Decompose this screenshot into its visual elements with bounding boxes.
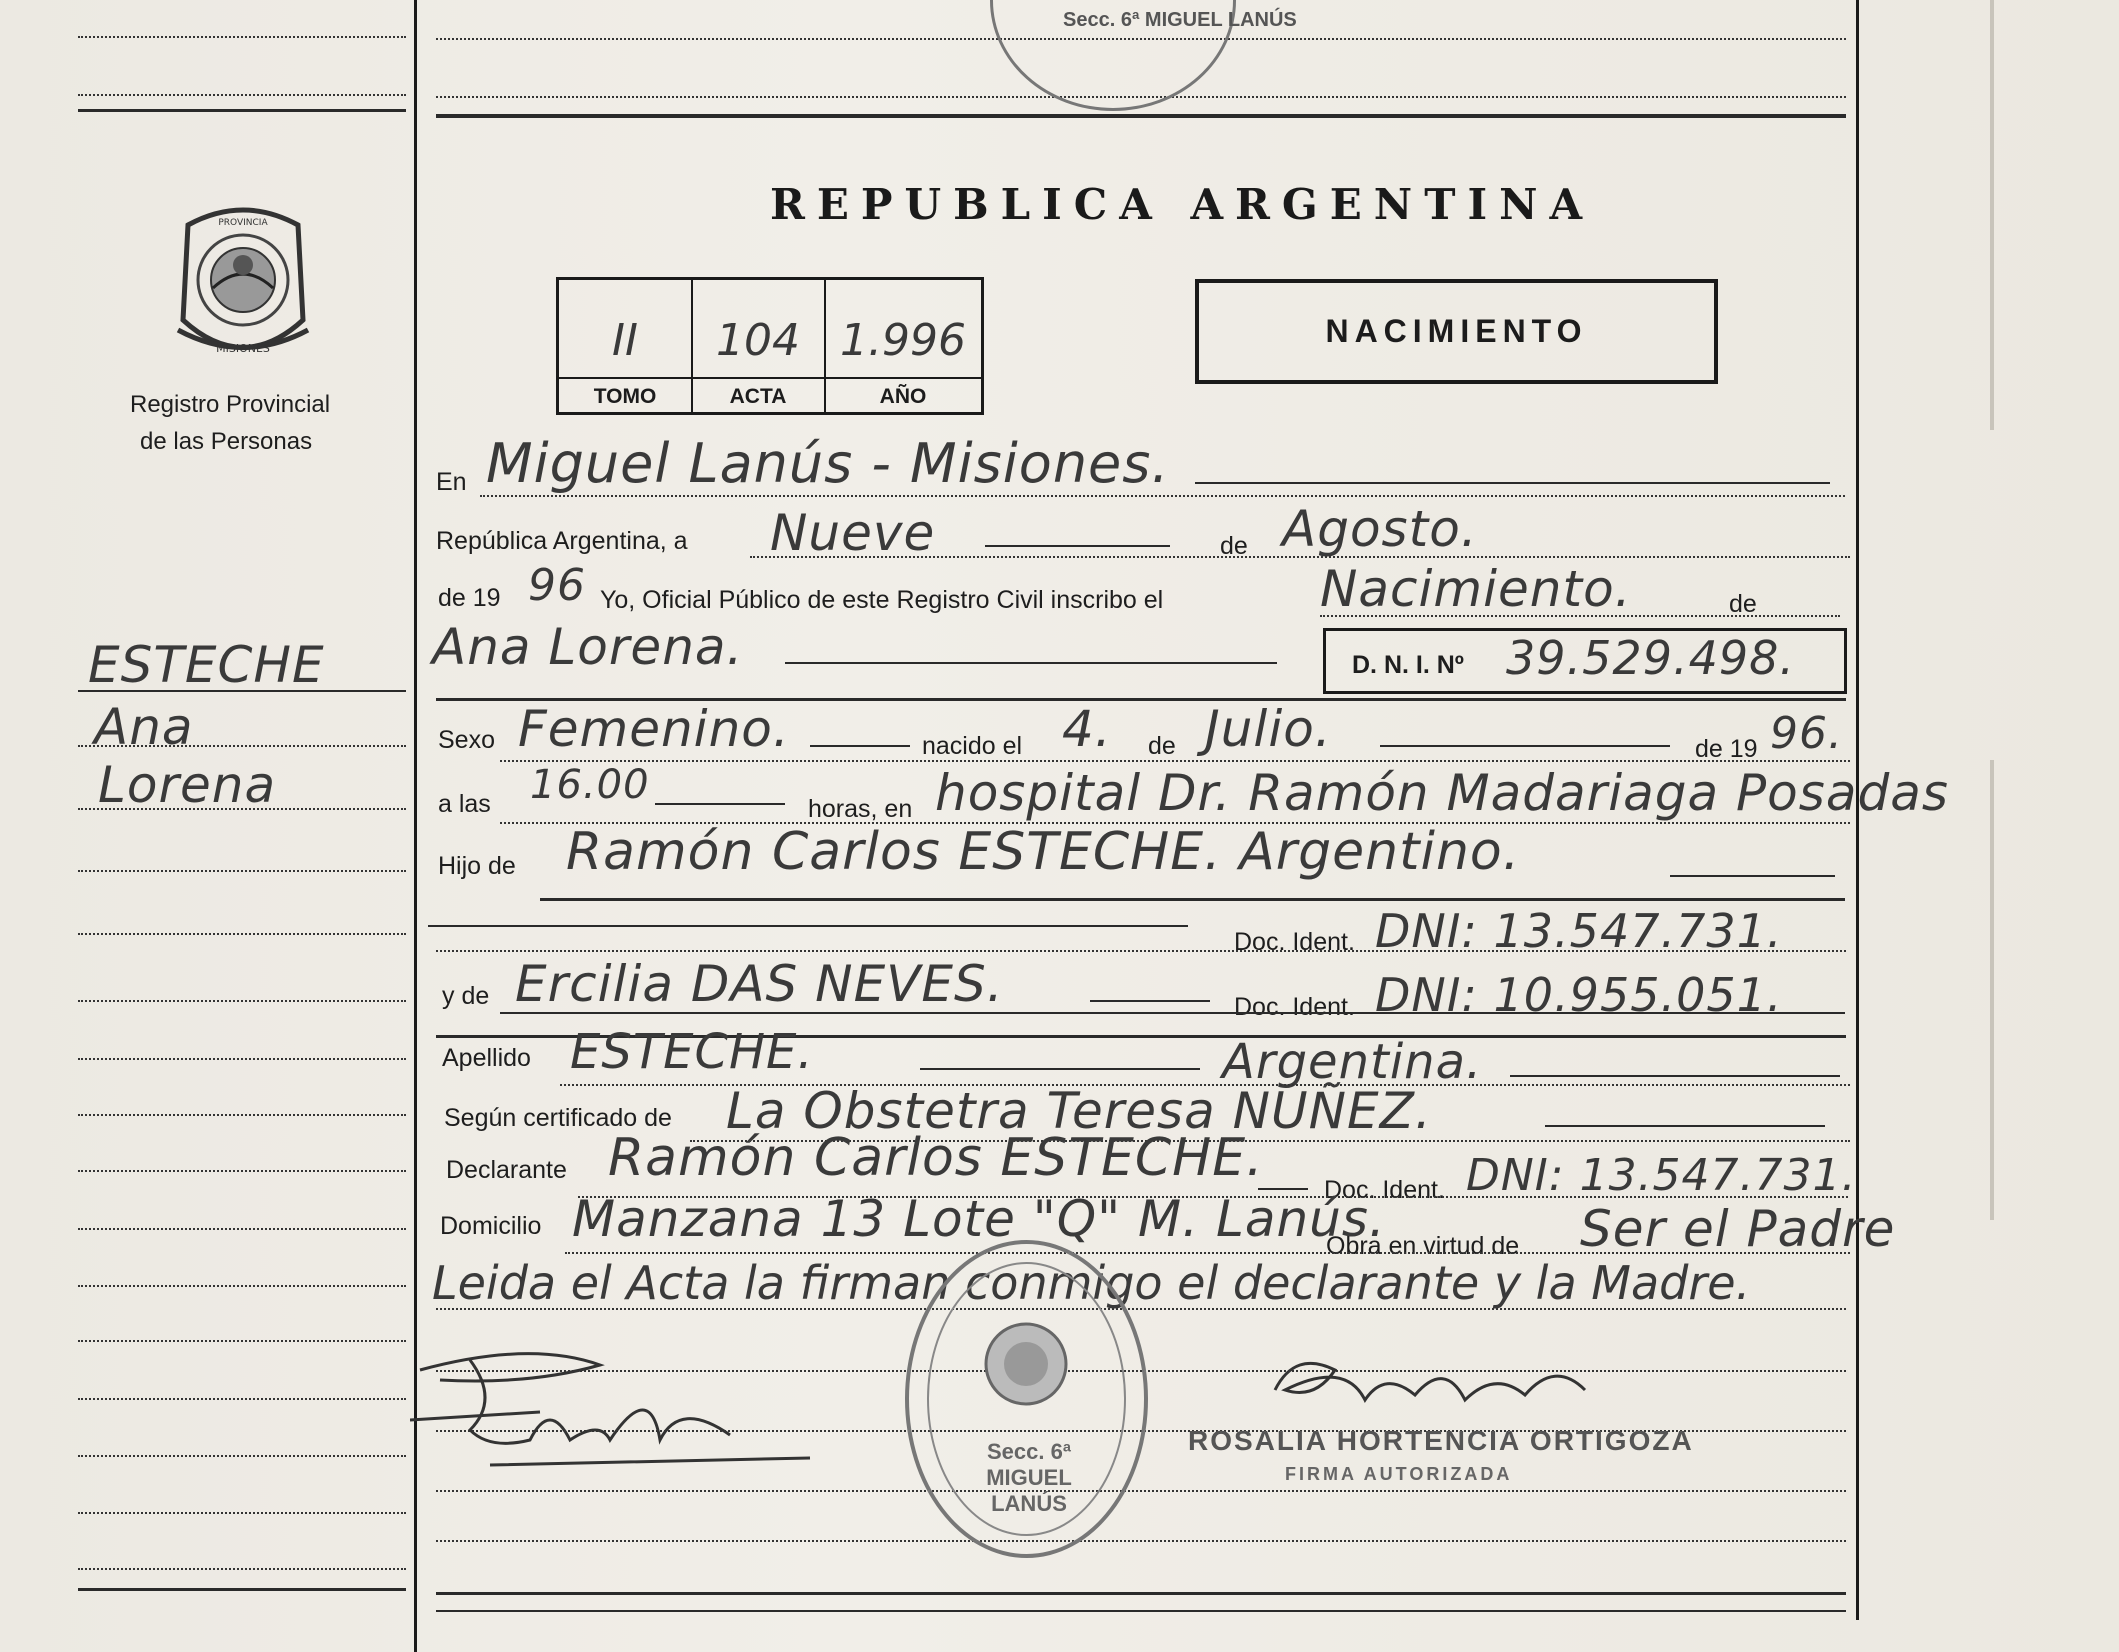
- bottom-divider: [436, 1592, 1846, 1595]
- margin-line: [78, 690, 406, 692]
- republica-label: República Argentina, a: [436, 527, 688, 555]
- fill-line: [1545, 1125, 1825, 1127]
- obra-label: Obra en virtud de: [1326, 1232, 1520, 1260]
- record-type-box: NACIMIENTO: [1195, 279, 1718, 384]
- madre-value: Ercilia DAS NEVES.: [515, 955, 1004, 1013]
- tomo-cell: [559, 280, 693, 412]
- register-box: [556, 277, 984, 415]
- ano-label: AÑO: [825, 377, 981, 409]
- segun-label: Según certificado de: [444, 1104, 672, 1132]
- oficial-text: Yo, Oficial Público de este Registro Civil inscribo el: [600, 586, 1164, 614]
- bottom-line: [436, 1610, 1846, 1612]
- form-line: [436, 950, 1846, 952]
- apellido-value: ESTECHE.: [570, 1024, 814, 1080]
- fill-line: [1090, 1000, 1210, 1002]
- horas-label: horas, en: [808, 795, 913, 823]
- declarante-doc-value: DNI: 13.547.731.: [1466, 1150, 1857, 1201]
- en-label: En: [436, 468, 467, 496]
- page-edge: [1990, 0, 1994, 430]
- fill-line: [1195, 482, 1830, 484]
- fill-line: [500, 1012, 1845, 1014]
- margin-first-name: Ana: [94, 698, 194, 756]
- margin-dotted-line: [78, 1398, 406, 1400]
- header-divider: [436, 114, 1846, 118]
- leida-text: Leida el Acta la firman conmigo el declarante y la Madre.: [432, 1256, 1751, 1310]
- registry-name-line2: de las Personas: [140, 428, 313, 455]
- margin-dotted-line: [78, 1455, 406, 1457]
- margin-dotted-line: [78, 1058, 406, 1060]
- margin-surname: ESTECHE: [88, 636, 325, 694]
- form-line: [436, 1490, 1846, 1492]
- doc-ident-label-3: Doc. Ident.: [1324, 1176, 1445, 1204]
- form-line: [750, 556, 1850, 558]
- sexo-label: Sexo: [438, 726, 495, 754]
- fill-line: [810, 745, 910, 747]
- nombre-value: Ana Lorena.: [432, 618, 744, 676]
- margin-dotted-line: [78, 933, 406, 935]
- margin-divider: [78, 109, 406, 112]
- page-edge: [1990, 760, 1994, 1220]
- hijo-label: Hijo de: [438, 852, 516, 880]
- padre-value: Ramón Carlos ESTECHE. Argentino.: [566, 822, 1521, 882]
- apellido-label: Apellido: [442, 1044, 531, 1072]
- svg-text:MISIONES: MISIONES: [216, 342, 270, 355]
- yde-label: y de: [442, 982, 490, 1010]
- stamp-text: Secc. 6ª MIGUEL LANÚS: [986, 1439, 1072, 1516]
- doc-ident-label-2: Doc. Ident.: [1234, 993, 1355, 1021]
- margin-dotted-line: [78, 94, 406, 96]
- sexo-value: Femenino.: [518, 700, 790, 758]
- dia-value: Nueve: [770, 504, 936, 562]
- declarante-value: Ramón Carlos ESTECHE.: [608, 1128, 1264, 1188]
- margin-dotted-line: [78, 745, 406, 747]
- form-line: [500, 760, 1850, 762]
- nac-anio-value: 96.: [1770, 708, 1843, 759]
- padre-doc-value: DNI: 13.547.731.: [1375, 904, 1783, 958]
- obra-value: Ser el Padre: [1580, 1200, 1896, 1258]
- alas-label: a las: [438, 790, 491, 818]
- margin-dotted-line: [78, 1114, 406, 1116]
- margin-dotted-line: [78, 1228, 406, 1230]
- margin-dotted-line: [78, 1285, 406, 1287]
- de-label: de: [1220, 532, 1248, 560]
- doc-ident-label: Doc. Ident.: [1234, 928, 1355, 956]
- mes-value: Agosto.: [1282, 500, 1478, 558]
- top-stamp-text: Secc. 6ª MIGUEL LANÚS: [1063, 9, 1297, 31]
- tomo-label: TOMO: [559, 377, 691, 409]
- margin-dotted-line: [78, 1512, 406, 1514]
- de3-label: de: [1148, 732, 1176, 760]
- ano-value: 1.996: [840, 315, 966, 366]
- de19-label: de 19: [438, 584, 501, 612]
- registry-name-line1: Registro Provincial: [130, 391, 331, 418]
- fill-line: [1670, 875, 1835, 877]
- nac-dia-value: 4.: [1062, 700, 1112, 758]
- stamp-seal-icon: [979, 1314, 1074, 1414]
- fill-line: [655, 803, 785, 805]
- form-line: [565, 1252, 1850, 1254]
- official-title: FIRMA AUTORIZADA: [1285, 1464, 1513, 1484]
- margin-dotted-line: [78, 1000, 406, 1002]
- fill-line: [1380, 745, 1670, 747]
- fill-line: [785, 662, 1277, 664]
- domicilio-value: Manzana 13 Lote "Q" M. Lanús.: [572, 1190, 1386, 1248]
- dni-value: 39.529.498.: [1506, 631, 1795, 685]
- certificado-value: La Obstetra Teresa NUÑEZ.: [726, 1082, 1432, 1140]
- form-line: [1320, 615, 1840, 617]
- registry-stamp: [905, 1240, 1148, 1558]
- nacido-label: nacido el: [922, 732, 1023, 760]
- margin-divider: [78, 1588, 406, 1591]
- top-stamp: [990, 0, 1297, 111]
- fill-line: [985, 545, 1170, 547]
- tomo-value: II: [612, 315, 638, 366]
- ano-cell: [825, 280, 981, 412]
- nacionalidad-value: Argentina.: [1222, 1034, 1483, 1090]
- madre-doc-value: DNI: 10.955.051.: [1375, 968, 1783, 1022]
- page-title: REPUBLICA ARGENTINA: [770, 180, 1595, 229]
- fill-line: [920, 1068, 1200, 1070]
- form-line: [480, 495, 1845, 497]
- misiones-seal-icon: [168, 200, 318, 370]
- margin-dotted-line: [78, 1170, 406, 1172]
- lugar-nacimiento: hospital Dr. Ramón Madariaga Posadas: [935, 764, 1949, 822]
- declarante-label: Declarante: [446, 1156, 567, 1184]
- margin-dotted-line: [78, 808, 406, 810]
- de19b-label: de 19: [1695, 735, 1758, 763]
- margin-dotted-line: [78, 870, 406, 872]
- hora-value: 16.00: [530, 762, 650, 808]
- anio-registro: 96: [528, 560, 586, 611]
- svg-text:PROVINCIA: PROVINCIA: [218, 218, 268, 228]
- margin-middle-name: Lorena: [98, 756, 277, 814]
- fill-line: [428, 925, 1188, 927]
- lugar-value: Miguel Lanús - Misiones.: [486, 432, 1170, 495]
- margin-dotted-line: [78, 36, 406, 38]
- acto-value: Nacimiento.: [1320, 560, 1632, 618]
- dni-box: [1323, 628, 1847, 694]
- declarant-signature-icon: [410, 1340, 830, 1480]
- domicilio-label: Domicilio: [440, 1212, 542, 1240]
- acta-label: ACTA: [692, 377, 824, 409]
- fill-line: [1510, 1075, 1840, 1077]
- form-line: [436, 1308, 1846, 1310]
- dni-label: D. N. I. Nº: [1352, 651, 1464, 679]
- official-name: ROSALIA HORTENCIA ORTIGOZA: [1188, 1425, 1694, 1456]
- acta-cell: [692, 280, 826, 412]
- margin-dotted-line: [78, 1340, 406, 1342]
- nac-mes-value: Julio.: [1205, 700, 1332, 758]
- de2-label: de: [1729, 590, 1757, 618]
- form-line: [436, 1540, 1846, 1542]
- margin-dotted-line: [78, 1568, 406, 1570]
- section-divider: [540, 898, 1845, 901]
- acta-value: 104: [716, 315, 800, 366]
